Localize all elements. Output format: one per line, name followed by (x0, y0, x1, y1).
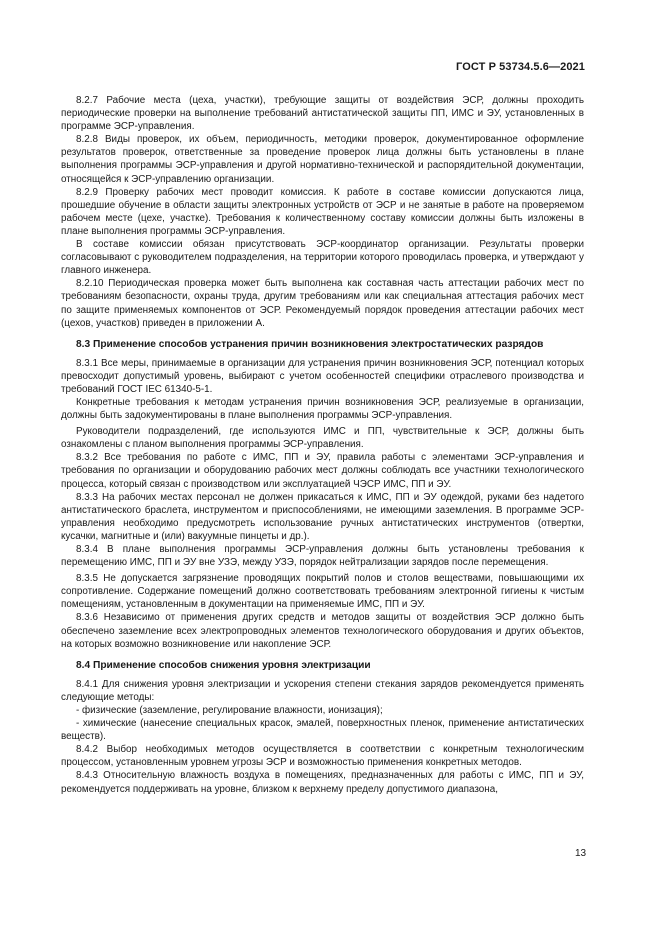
paragraph-8-3-1: 8.3.1 Все меры, принимаемые в организации для устранения причин возникновения ЭСР, потенциал которых превосходит допустимый уровень, выбирают с учетом особенностей специфики отраслевого производства и требований ГОСТ IEC 61340-5-1. (61, 357, 584, 395)
document-number: ГОСТ Р 53734.5.6—2021 (456, 61, 585, 73)
paragraph-8-2-7: 8.2.7 Рабочие места (цеха, участки), требующие защиты от воздействия ЭСР, должны проходить периодические проверки на выполнение требований антистатической защиты ПП, ИМС и ЭУ, установленных в программе ЭСР-управления. (61, 95, 584, 133)
paragraph-8-4-2: 8.4.2 Выбор необходимых методов осуществляется в соответствии с конкретным технологическим процессом, установленным уровнем угрозы ЭСР и возможностью применения конкретных методов. (61, 744, 584, 769)
paragraph-8-3-1-managers: Руководители подразделений, где используются ИМС и ПП, чувствительные к ЭСР, должны быть ознакомлены с планом выполнения программы ЭСР-управления. (61, 426, 584, 451)
paragraph-8-2-10: 8.2.10 Периодическая проверка может быть выполнена как составная часть аттестации рабочих мест по требованиям безопасности, охраны труда, другим требованиям или как специальная аттестация рабочих мест по защите применяемых компонентов от ЭСР. Рекомендуемый порядок проведения аттестации рабочих мест (цехов, участков) приведен в приложении А. (61, 278, 584, 329)
paragraph-8-2-9: 8.2.9 Проверку рабочих мест проводит комиссия. К работе в составе комиссии допускаются лица, прошедшие обучение в области защиты электронных устройств от ЭСР и не занятые в работе на проверяемом рабочем месте (цехе, участке). Требования к количественному составу комиссии должны быть изложены в плане выполнения программы ЭСР-управления. (61, 186, 584, 237)
paragraph-8-2-9-continued: В составе комиссии обязан присутствовать ЭСР-координатор организации. Результаты проверки согласовывают с руководителем подразделения, на территории которого проводилась проверка, и утверждают у главного инженера. (61, 239, 584, 277)
paragraph-8-4-1: 8.4.1 Для снижения уровня электризации и ускорения степени стекания зарядов рекомендуется применять следующие методы: (61, 678, 584, 703)
paragraph-8-3-2: 8.3.2 Все требования по работе с ИМС, ПП и ЭУ, правила работы с элементами ЭСР-управления и требования по организации и оборудованию рабочих мест должны соблюдать все участники технологического процесса, который связан с производством или эксплуатацией ЧЭСР ИМС, ПП и ЭУ. (61, 452, 584, 490)
section-heading-8-3: 8.3 Применение способов устранения причин возникновения электростатических разрядов (76, 338, 544, 350)
paragraph-8-3-3: 8.3.3 На рабочих местах персонал не должен прикасаться к ИМС, ПП и ЭУ одеждой, руками без надетого антистатического браслета, инструментом и приспособлениями, не имеющими заземления. В программе ЭСР-управления необходимо предусмотреть использование ручных антистатических инструментов (отвертки, кусачки, магнитные и (или) вакуумные пинцеты и др.). (61, 491, 584, 542)
page-number: 13 (575, 848, 587, 859)
section-heading-8-4: 8.4 Применение способов снижения уровня электризации (76, 659, 371, 671)
paragraph-8-2-8: 8.2.8 Виды проверок, их объем, периодичность, методики проверок, документированное оформление результатов проверок, ответственные за проведение проверок лица должны быть установлены в плане выполнения программы ЭСР-управления и другой нормативно-технической и распорядительной документации, относящейся к ЭСР-управлению организации. (61, 134, 584, 185)
paragraph-8-3-5: 8.3.5 Не допускается загрязнение проводящих покрытий полов и столов веществами, повышающими их сопротивление. Содержание помещений должно соответствовать требованиям электронной гигиены к чистым помещениям, установленным в документации на применяемые ИМС, ПП и ЭУ. (61, 573, 584, 611)
paragraph-8-3-4: 8.3.4 В плане выполнения программы ЭСР-управления должны быть установлены требования к перемещению ИМС, ПП и ЭУ вне УЗЭ, между УЗЭ, порядок нейтрализации зарядов после перемещения. (61, 544, 584, 569)
list-item-physical: - физические (заземление, регулирование влажности, ионизация); (76, 704, 383, 716)
list-item-chemical: - химические (нанесение специальных красок, эмалей, поверхностных пленок, применение антистатических веществ). (61, 718, 584, 743)
paragraph-8-3-6: 8.3.6 Независимо от применения других средств и методов защиты от воздействия ЭСР должно быть обеспечено заземление всех электропроводных элементов технологического оборудования и других объектов, на которых возможно возникновение или накопление ЭСР. (61, 612, 584, 650)
paragraph-8-3-1-requirements: Конкретные требования к методам устранения причин возникновения ЭСР, реализуемые в организации, должны быть задокументированы в плане выполнения программы ЭСР-управления. (61, 396, 584, 422)
document-body (61, 94, 584, 796)
paragraph-8-4-3: 8.4.3 Относительную влажность воздуха в помещениях, предназначенных для работы с ИМС, ПП и ЭУ, рекомендуется поддерживать на уровне, близком к верхнему пределу допустимого диапазона, (61, 770, 584, 795)
